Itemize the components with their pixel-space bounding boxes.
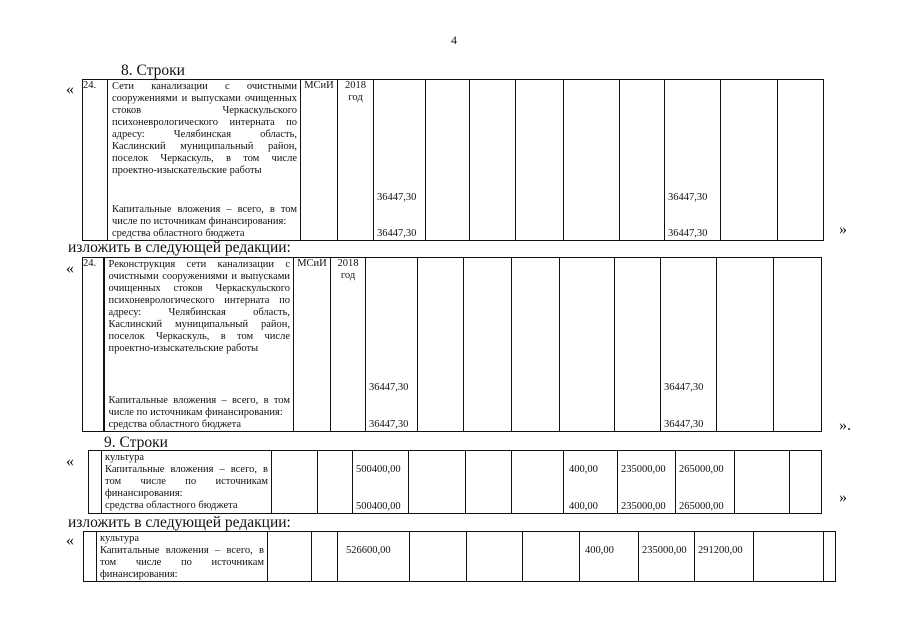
empty-cell: [426, 80, 470, 241]
agency-cell: МСиИ: [301, 80, 338, 241]
open-quote: «: [66, 532, 74, 549]
section-8-old-table: [82, 79, 824, 241]
year-cell: 2018 год: [331, 258, 366, 432]
value-2-source: 235000,00: [621, 501, 666, 512]
value-cell-2: [618, 451, 676, 514]
empty-cell: [89, 451, 102, 514]
empty-cell: [721, 80, 778, 241]
empty-cell: [778, 80, 824, 241]
year-value: 36447,30: [668, 192, 708, 203]
category-description: [97, 532, 268, 582]
value-2: 235000,00: [642, 545, 687, 556]
value-3-source: 265000,00: [679, 501, 724, 512]
empty-cell: [516, 80, 564, 241]
object-title: Реконструкция сети канализации с очистными сооружениями и выпусками очищенных стоков Черкаскульского психоневрологического интерната по адресу: Челябинская область, Каслинский муниципальный район, поселок Черкаскуль, в том числе проектно-изыскательские работы: [108, 259, 290, 354]
category-description: [102, 451, 272, 514]
capital-investments-label: Капитальные вложения – всего, в том числе по источникам финансирования:: [112, 204, 297, 227]
row-number: 24.: [83, 258, 104, 432]
category-name: культура: [105, 452, 144, 463]
capital-investments-label: Капитальные вложения – всего, в том числе по источникам финансирования:: [105, 464, 268, 499]
year-source-value: 36447,30: [668, 228, 708, 239]
empty-cell: [564, 80, 620, 241]
close-quote: ».: [839, 417, 851, 434]
total-value: 36447,30: [377, 192, 417, 203]
open-quote: «: [66, 453, 74, 470]
year-source-value: 36447,30: [664, 419, 704, 430]
capital-investments-label: Капитальные вложения – всего, в том числе по источникам финансирования:: [108, 395, 290, 418]
total-cell: [366, 258, 418, 432]
empty-cell: [717, 258, 774, 432]
total-value: 500400,00: [356, 464, 401, 475]
object-description: [108, 80, 301, 241]
page-number: 4: [451, 33, 457, 47]
empty-cell: [470, 80, 516, 241]
total-cell: [374, 80, 426, 241]
total-cell: [338, 532, 410, 582]
open-quote: «: [66, 81, 74, 98]
section-8-heading: 8. Строки: [121, 62, 185, 79]
total-source-value: 36447,30: [369, 419, 409, 430]
empty-cell: [312, 532, 338, 582]
empty-cell: [620, 80, 665, 241]
empty-cell: [824, 532, 836, 582]
replace-instruction: изложить в следующей редакции:: [68, 514, 291, 531]
year-cell: 2018 год: [338, 80, 374, 241]
empty-cell: [272, 451, 318, 514]
close-quote: »: [839, 221, 847, 238]
total-cell: [353, 451, 409, 514]
empty-cell: [523, 532, 580, 582]
year-value-cell: [661, 258, 717, 432]
empty-cell: [410, 532, 467, 582]
value-cell-3: [676, 451, 735, 514]
value-cell-3: [695, 532, 754, 582]
empty-cell: [615, 258, 661, 432]
empty-cell: [774, 258, 822, 432]
value-3: 265000,00: [679, 464, 724, 475]
agency-cell: МСиИ: [294, 258, 331, 432]
funding-source-label: средства областного бюджета: [108, 419, 242, 430]
empty-cell: [467, 532, 523, 582]
value-1-source: 400,00: [569, 501, 598, 512]
year-value-cell: [665, 80, 721, 241]
total-source-value: 36447,30: [377, 228, 417, 239]
empty-cell: [754, 532, 824, 582]
close-quote: »: [839, 489, 847, 506]
empty-cell: [418, 258, 464, 432]
empty-cell: [512, 258, 560, 432]
total-source-value: 500400,00: [356, 501, 401, 512]
empty-cell: [464, 258, 512, 432]
total-value: 36447,30: [369, 382, 409, 393]
empty-cell: [512, 451, 564, 514]
object-description: [104, 258, 294, 432]
value-cell-2: [639, 532, 695, 582]
section-9-heading: 9. Строки: [104, 434, 168, 451]
value-3: 291200,00: [698, 545, 743, 556]
total-value: 526600,00: [346, 545, 391, 556]
section-9-old-table: [88, 450, 822, 514]
object-title: Сети канализации с очистными сооружениями и выпусками очищенных стоков Черкаскульского психоневрологического интерната по адресу: Челябинская область, Каслинский муниципальный район, поселок Черкаскуль, в том числе проектно-изыскательские работы: [112, 81, 297, 176]
value-2: 235000,00: [621, 464, 666, 475]
category-name: культура: [100, 533, 139, 544]
capital-investments-label: Капитальные вложения – всего, в том числе по источникам финансирования:: [100, 545, 264, 580]
empty-cell: [560, 258, 615, 432]
row-number: 24.: [83, 80, 108, 241]
funding-source-label: средства областного бюджета: [105, 500, 238, 511]
section-8-new-table: [82, 257, 822, 432]
value-cell-1: [580, 532, 639, 582]
value-1: 400,00: [585, 545, 614, 556]
empty-cell: [84, 532, 97, 582]
value-cell-1: [564, 451, 618, 514]
section-9-new-table: [83, 531, 836, 582]
open-quote: «: [66, 260, 74, 277]
empty-cell: [735, 451, 790, 514]
funding-source-label: средства областного бюджета: [112, 228, 245, 239]
empty-cell: [466, 451, 512, 514]
empty-cell: [790, 451, 822, 514]
empty-cell: [409, 451, 466, 514]
empty-cell: [268, 532, 312, 582]
empty-cell: [318, 451, 353, 514]
value-1: 400,00: [569, 464, 598, 475]
replace-instruction: изложить в следующей редакции:: [68, 239, 291, 256]
year-value: 36447,30: [664, 382, 704, 393]
